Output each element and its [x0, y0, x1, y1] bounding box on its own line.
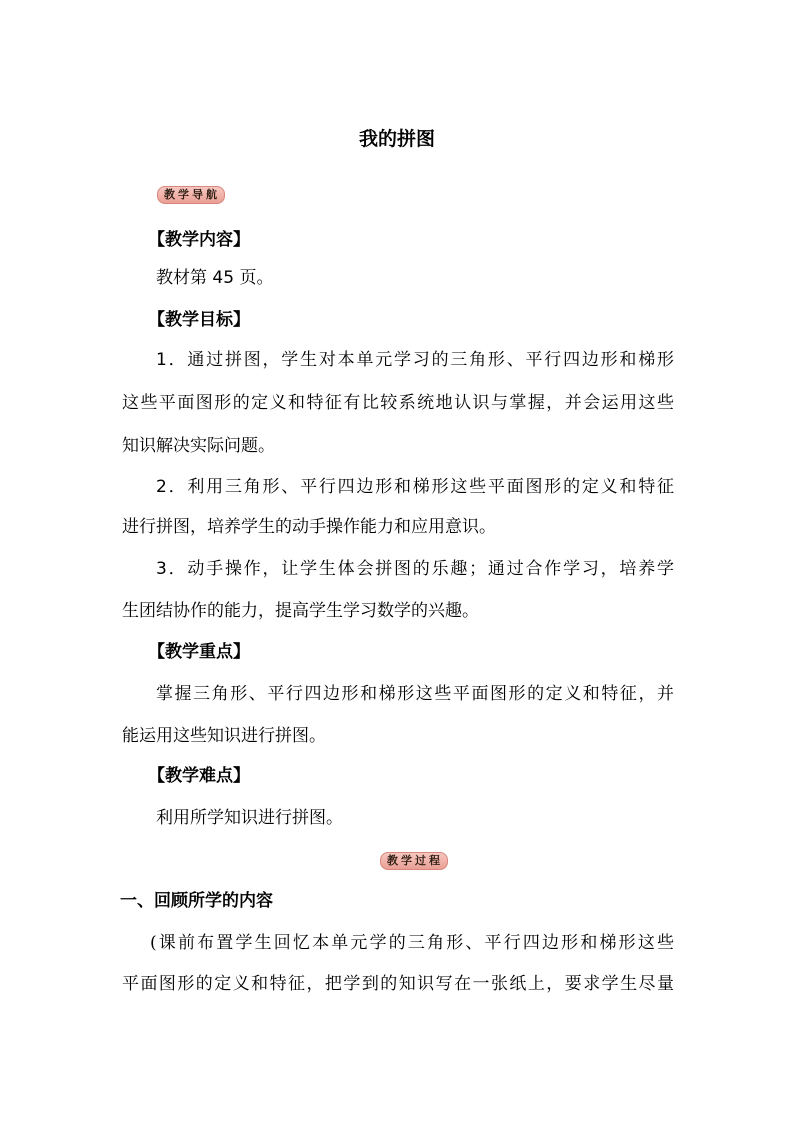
process-section-1-heading: 一、回顾所学的内容	[120, 891, 273, 911]
objective-2-line-2: 进行拼图，培养学生的动手操作能力和应用意识。	[122, 517, 496, 537]
difficulties-heading: 【教学难点】	[148, 766, 250, 786]
objective-3-line-2: 生团结协作的能力，提高学生学习数学的兴趣。	[122, 601, 479, 621]
objectives-heading: 【教学目标】	[148, 310, 250, 330]
key-points-line-2: 能运用这些知识进行拼图。	[122, 726, 326, 746]
teaching-guide-badge: 教学导航	[157, 186, 225, 204]
page-title: 我的拼图	[358, 128, 435, 150]
objective-1-line-1: 1．通过拼图，学生对本单元学习的三角形、平行四边形和梯形	[156, 350, 674, 370]
objective-3-line-1: 3．动手操作，让学生体会拼图的乐趣；通过合作学习，培养学	[156, 559, 674, 579]
process-line-2: 平面图形的定义和特征，把学到的知识写在一张纸上，要求学生尽量	[122, 974, 674, 994]
process-line-1: (课前布置学生回忆本单元学的三角形、平行四边形和梯形这些	[150, 933, 674, 953]
objective-2-line-1: 2．利用三角形、平行四边形和梯形这些平面图形的定义和特征	[156, 477, 674, 497]
teaching-process-badge: 教学过程	[380, 852, 448, 870]
difficulties-text: 利用所学知识进行拼图。	[156, 808, 343, 828]
content-text: 教材第 45 页。	[156, 268, 274, 288]
key-points-heading: 【教学重点】	[148, 642, 250, 662]
key-points-line-1: 掌握三角形、平行四边形和梯形这些平面图形的定义和特征，并	[156, 684, 674, 704]
objective-1-line-2: 这些平面图形的定义和特征有比较系统地认识与掌握，并会运用这些	[122, 393, 674, 413]
objective-1-line-3: 知识解决实际问题。	[122, 436, 275, 456]
content-heading: 【教学内容】	[148, 230, 250, 250]
